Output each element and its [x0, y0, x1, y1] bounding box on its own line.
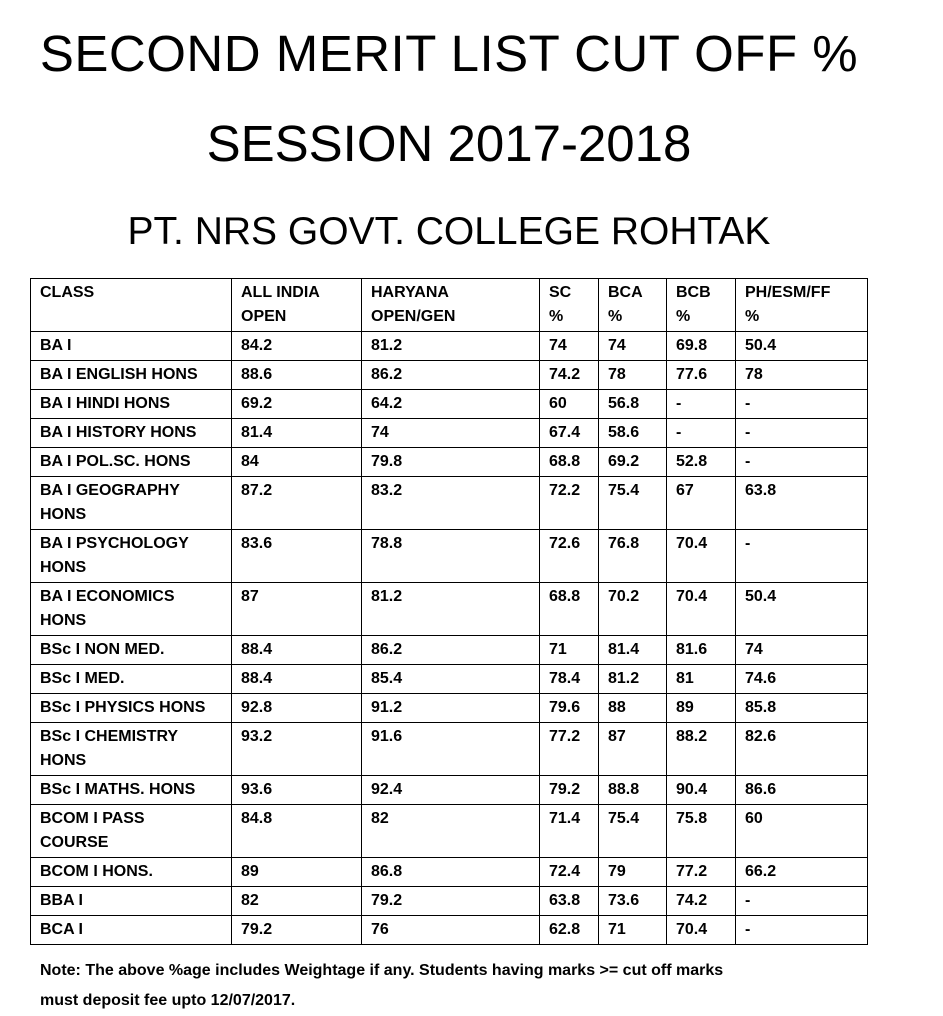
cell-all-india-open: 84 [232, 448, 362, 477]
table-row [31, 916, 868, 945]
column-header-line: ALL INDIA [241, 284, 320, 301]
cell-ph-esm-ff: - [736, 887, 868, 916]
cell-bcb: 77.6 [667, 361, 736, 390]
cell-bca: 73.6 [599, 887, 667, 916]
column-header-line: % [608, 308, 623, 325]
column-header-line: SC [549, 284, 572, 301]
cell-bca: 81.4 [599, 636, 667, 665]
cell-bca: 75.4 [599, 805, 667, 858]
cell-ph-esm-ff: 63.8 [736, 477, 868, 530]
cell-sc: 62.8 [540, 916, 599, 945]
cell-class [31, 694, 232, 723]
cell-ph-esm-ff: 86.6 [736, 776, 868, 805]
class-name-line: BSc I NON MED. [40, 641, 165, 658]
cell-class [31, 530, 232, 583]
column-header-line: BCB [676, 284, 711, 301]
table-row [31, 332, 868, 361]
cell-bcb: 89 [667, 694, 736, 723]
cell-haryana-open-gen: 78.8 [362, 530, 540, 583]
cell-haryana-open-gen: 92.4 [362, 776, 540, 805]
cell-class [31, 361, 232, 390]
cell-haryana-open-gen: 85.4 [362, 665, 540, 694]
cell-bcb: 81.6 [667, 636, 736, 665]
cell-haryana-open-gen: 86.8 [362, 858, 540, 887]
cell-class [31, 805, 232, 858]
college-name: PT. NRS GOVT. COLLEGE ROHTAK [127, 210, 771, 253]
class-name-line: BA I ECONOMICS [40, 588, 175, 605]
cell-bca: 56.8 [599, 390, 667, 419]
cell-bcb: - [667, 390, 736, 419]
cell-all-india-open: 93.2 [232, 723, 362, 776]
cell-bca: 79 [599, 858, 667, 887]
column-header-class [31, 279, 232, 332]
class-name-line: BSc I PHYSICS HONS [40, 699, 206, 716]
cell-ph-esm-ff: 50.4 [736, 583, 868, 636]
column-header-line [40, 305, 225, 329]
class-name-line: BCA I [40, 921, 83, 938]
cell-all-india-open: 88.4 [232, 636, 362, 665]
cell-all-india-open: 89 [232, 858, 362, 887]
cell-class [31, 723, 232, 776]
class-name-line: BCOM I HONS. [40, 863, 153, 880]
page-title: SECOND MERIT LIST CUT OFF % [39, 25, 859, 82]
cell-bca: 74 [599, 332, 667, 361]
cell-class [31, 887, 232, 916]
table-header-row [31, 279, 868, 332]
cell-bcb: 88.2 [667, 723, 736, 776]
cell-ph-esm-ff: 50.4 [736, 332, 868, 361]
cell-all-india-open: 92.8 [232, 694, 362, 723]
class-name-line: BA I HINDI HONS [40, 395, 171, 412]
class-name-line: HONS [40, 612, 87, 629]
class-name-line: BSc I MATHS. HONS [40, 781, 196, 798]
class-name-line: BA I [40, 337, 72, 354]
cell-all-india-open: 81.4 [232, 419, 362, 448]
cell-ph-esm-ff: 82.6 [736, 723, 868, 776]
cell-haryana-open-gen: 91.6 [362, 723, 540, 776]
cell-all-india-open: 93.6 [232, 776, 362, 805]
cell-haryana-open-gen: 64.2 [362, 390, 540, 419]
class-name-line: BA I PSYCHOLOGY [40, 535, 189, 552]
cell-class [31, 858, 232, 887]
cell-all-india-open: 82 [232, 887, 362, 916]
table-row [31, 805, 868, 858]
table-row [31, 390, 868, 419]
cell-bcb: 81 [667, 665, 736, 694]
cell-class [31, 776, 232, 805]
cell-haryana-open-gen: 81.2 [362, 332, 540, 361]
cell-sc: 60 [540, 390, 599, 419]
cell-bcb: 70.4 [667, 530, 736, 583]
table-row [31, 858, 868, 887]
cell-all-india-open: 69.2 [232, 390, 362, 419]
cell-bca: 58.6 [599, 419, 667, 448]
class-name-line: BCOM I PASS [40, 810, 145, 827]
cell-haryana-open-gen: 79.2 [362, 887, 540, 916]
cell-bcb: 52.8 [667, 448, 736, 477]
cell-bcb: 74.2 [667, 887, 736, 916]
cell-bca: 76.8 [599, 530, 667, 583]
cell-bca: 88 [599, 694, 667, 723]
table-row [31, 530, 868, 583]
table-body [31, 332, 868, 945]
cell-all-india-open: 88.6 [232, 361, 362, 390]
cell-all-india-open: 84.8 [232, 805, 362, 858]
table-row [31, 723, 868, 776]
column-header-all-india-open [232, 279, 362, 332]
cell-ph-esm-ff: 85.8 [736, 694, 868, 723]
column-header-line: CLASS [40, 284, 95, 301]
class-name-line: BA I POL.SC. HONS [40, 453, 191, 470]
note [40, 956, 900, 1016]
table-row [31, 583, 868, 636]
cell-all-india-open: 79.2 [232, 916, 362, 945]
cell-bca: 88.8 [599, 776, 667, 805]
table-row [31, 448, 868, 477]
cell-ph-esm-ff: 66.2 [736, 858, 868, 887]
cell-all-india-open: 87 [232, 583, 362, 636]
cell-ph-esm-ff: 74.6 [736, 665, 868, 694]
cell-sc: 63.8 [540, 887, 599, 916]
class-name-line: BSc I CHEMISTRY [40, 728, 179, 745]
cell-sc: 79.6 [540, 694, 599, 723]
cell-class [31, 665, 232, 694]
cell-ph-esm-ff: 60 [736, 805, 868, 858]
column-header-line: % [549, 308, 564, 325]
session-title: SESSION 2017-2018 [206, 115, 692, 172]
cell-haryana-open-gen: 74 [362, 419, 540, 448]
cell-ph-esm-ff: 78 [736, 361, 868, 390]
column-header-line: % [745, 308, 760, 325]
column-header-line: PH/ESM/FF [745, 284, 831, 301]
class-name-line: BA I ENGLISH HONS [40, 366, 198, 383]
cell-haryana-open-gen: 83.2 [362, 477, 540, 530]
class-name-line: BSc I MED. [40, 670, 125, 687]
column-header-line: BCA [608, 284, 643, 301]
table-row [31, 361, 868, 390]
class-name-line: BA I HISTORY HONS [40, 424, 197, 441]
cell-bcb: 67 [667, 477, 736, 530]
cell-haryana-open-gen: 79.8 [362, 448, 540, 477]
cell-ph-esm-ff: - [736, 390, 868, 419]
cell-sc: 68.8 [540, 583, 599, 636]
class-name-line: HONS [40, 506, 87, 523]
column-header-line: OPEN/GEN [371, 308, 456, 325]
cell-all-india-open: 87.2 [232, 477, 362, 530]
cell-bcb: 75.8 [667, 805, 736, 858]
cell-sc: 79.2 [540, 776, 599, 805]
table-row [31, 694, 868, 723]
class-name-line: BBA I [40, 892, 83, 909]
cell-bca: 69.2 [599, 448, 667, 477]
cell-bcb: 69.8 [667, 332, 736, 361]
column-header-line: HARYANA [371, 284, 449, 301]
column-header-haryana-open-gen [362, 279, 540, 332]
column-header-bca [599, 279, 667, 332]
note-line: Note: The above %age includes Weightage if any. Students having marks >= cut off marks [40, 962, 724, 979]
cell-haryana-open-gen: 86.2 [362, 361, 540, 390]
cell-class [31, 916, 232, 945]
cell-class [31, 390, 232, 419]
cell-sc: 71.4 [540, 805, 599, 858]
cell-ph-esm-ff: - [736, 448, 868, 477]
cell-bca: 81.2 [599, 665, 667, 694]
cell-sc: 72.6 [540, 530, 599, 583]
cell-all-india-open: 83.6 [232, 530, 362, 583]
class-name-line: HONS [40, 559, 87, 576]
column-header-line: OPEN [241, 308, 287, 325]
cell-sc: 71 [540, 636, 599, 665]
column-header-bcb [667, 279, 736, 332]
cell-class [31, 636, 232, 665]
cell-bcb: 90.4 [667, 776, 736, 805]
cell-class [31, 332, 232, 361]
cell-bca: 70.2 [599, 583, 667, 636]
class-name-line: COURSE [40, 834, 109, 851]
column-header-ph-esm-ff [736, 279, 868, 332]
cell-bca: 71 [599, 916, 667, 945]
note-line: must deposit fee upto 12/07/2017. [40, 992, 296, 1009]
cell-bca: 87 [599, 723, 667, 776]
cell-sc: 77.2 [540, 723, 599, 776]
cell-sc: 72.4 [540, 858, 599, 887]
table-row [31, 776, 868, 805]
cell-all-india-open: 88.4 [232, 665, 362, 694]
table-row [31, 477, 868, 530]
cell-class [31, 583, 232, 636]
table-row [31, 887, 868, 916]
cell-ph-esm-ff: 74 [736, 636, 868, 665]
cell-sc: 78.4 [540, 665, 599, 694]
cell-class [31, 477, 232, 530]
cell-bcb: 70.4 [667, 916, 736, 945]
cell-sc: 74.2 [540, 361, 599, 390]
cell-sc: 67.4 [540, 419, 599, 448]
cell-class [31, 448, 232, 477]
cell-haryana-open-gen: 91.2 [362, 694, 540, 723]
cell-bcb: 77.2 [667, 858, 736, 887]
cell-bcb: 70.4 [667, 583, 736, 636]
cell-ph-esm-ff: - [736, 419, 868, 448]
cell-bca: 78 [599, 361, 667, 390]
cell-bca: 75.4 [599, 477, 667, 530]
class-name-line: BA I GEOGRAPHY [40, 482, 180, 499]
cell-sc: 72.2 [540, 477, 599, 530]
cell-ph-esm-ff: - [736, 916, 868, 945]
cell-sc: 74 [540, 332, 599, 361]
cell-all-india-open: 84.2 [232, 332, 362, 361]
table-row [31, 636, 868, 665]
cell-class [31, 419, 232, 448]
cell-haryana-open-gen: 86.2 [362, 636, 540, 665]
cell-bcb: - [667, 419, 736, 448]
cell-ph-esm-ff: - [736, 530, 868, 583]
cutoff-table [30, 278, 868, 945]
cell-haryana-open-gen: 82 [362, 805, 540, 858]
cell-sc: 68.8 [540, 448, 599, 477]
column-header-sc [540, 279, 599, 332]
cell-haryana-open-gen: 81.2 [362, 583, 540, 636]
table-row [31, 419, 868, 448]
table-row [31, 665, 868, 694]
class-name-line: HONS [40, 752, 87, 769]
cell-haryana-open-gen: 76 [362, 916, 540, 945]
column-header-line: % [676, 308, 691, 325]
